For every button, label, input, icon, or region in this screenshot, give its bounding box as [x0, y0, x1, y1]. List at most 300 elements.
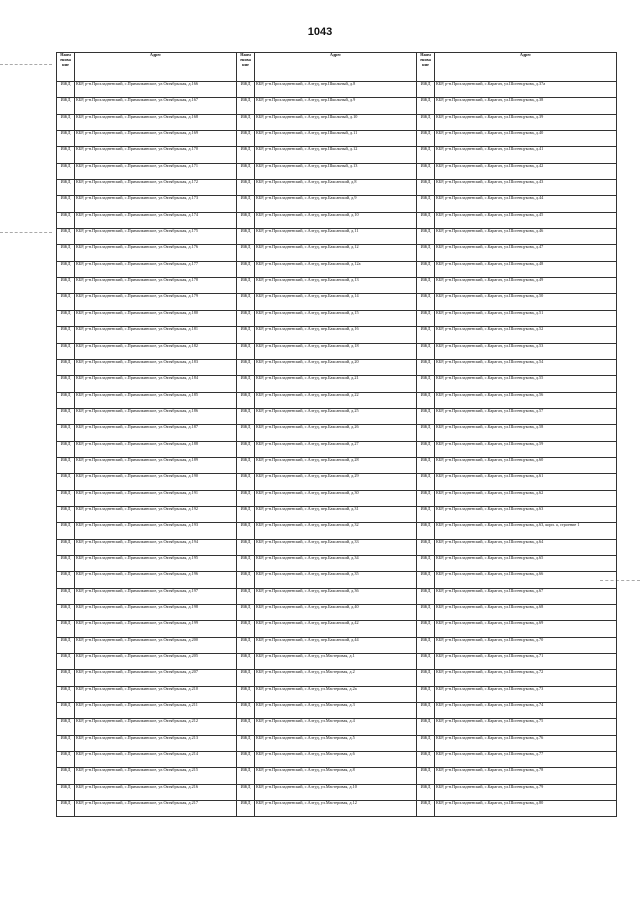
table-row [57, 376, 617, 392]
address-cell: КБР, р-н.Прохладненский, с.Карагач, ул.Шогенцукова, д.59 [435, 441, 617, 457]
address-cell: КБР, р-н.Прохладненский, с.Прималкинское, ул.Октябрьская, д.184 [75, 376, 237, 392]
table-row [57, 114, 617, 130]
type-cell: ИЖД [57, 114, 75, 130]
address-cell: КБР, р-н.Прохладненский, с.Карагач, ул.Шогенцукова, д.45 [435, 212, 617, 228]
type-cell: ИЖД [417, 686, 435, 702]
type-cell: ИЖД [417, 327, 435, 343]
address-table [56, 52, 617, 817]
address-cell: КБР, р-н.Прохладненский, с.Прималкинское, ул.Октябрьская, д.182 [75, 343, 237, 359]
type-cell: ИЖД [57, 506, 75, 522]
type-cell: ИЖД [237, 588, 255, 604]
address-cell: КБР, р-н.Прохладненский, с.Алтуд, пер.Баксанский, д.11 [255, 229, 417, 245]
table-row [57, 310, 617, 326]
table-row [57, 621, 617, 637]
address-cell: КБР, р-н.Прохладненский, с.Карагач, ул.Шогенцукова, д.52 [435, 327, 617, 343]
address-cell: КБР, р-н.Прохладненский, с.Прималкинское, ул.Октябрьская, д.198 [75, 605, 237, 621]
address-cell: КБР, р-н.Прохладненский, с.Алтуд, пер.Баксанский, д.32 [255, 523, 417, 539]
type-cell: ИЖД [237, 555, 255, 571]
type-cell: ИЖД [237, 310, 255, 326]
type-cell: ИЖД [237, 768, 255, 784]
type-cell: ИЖД [57, 768, 75, 784]
address-cell: КБР, р-н.Прохладненский, с.Карагач, ул.Шогенцукова, д.37а [435, 82, 617, 98]
address-cell: КБР, р-н.Прохладненский, с.Карагач, ул.Шогенцукова, д.44 [435, 196, 617, 212]
address-cell: КБР, р-н.Прохладненский, с.Прималкинское, ул.Октябрьская, д.215 [75, 768, 237, 784]
type-cell: ИЖД [57, 425, 75, 441]
table-row [57, 359, 617, 375]
type-cell: ИЖД [417, 588, 435, 604]
address-cell: КБР, р-н.Прохладненский, с.Прималкинское, ул.Октябрьская, д.176 [75, 245, 237, 261]
type-cell: ИЖД [57, 605, 75, 621]
address-cell: КБР, р-н.Прохладненский, с.Карагач, ул.Шогенцукова, д.79 [435, 784, 617, 800]
type-cell: ИЖД [237, 359, 255, 375]
address-cell: КБР, р-н.Прохладненский, с.Алтуд, пер.Баксанский, д.12 [255, 245, 417, 261]
table-row [57, 229, 617, 245]
type-cell: ИЖД [237, 196, 255, 212]
type-cell: ИЖД [57, 621, 75, 637]
type-cell: ИЖД [417, 261, 435, 277]
type-cell: ИЖД [237, 474, 255, 490]
type-cell: ИЖД [417, 801, 435, 817]
address-cell: КБР, р-н.Прохладненский, с.Прималкинское, ул.Октябрьская, д.170 [75, 147, 237, 163]
type-cell: ИЖД [237, 278, 255, 294]
type-cell: ИЖД [417, 768, 435, 784]
address-cell: КБР, р-н.Прохладненский, с.Прималкинское, ул.Октябрьская, д.189 [75, 457, 237, 473]
address-cell: КБР, р-н.Прохладненский, с.Прималкинское, ул.Октябрьская, д.190 [75, 474, 237, 490]
address-cell: КБР, р-н.Прохладненский, с.Карагач, ул.Шогенцукова, д.67 [435, 588, 617, 604]
table-row [57, 490, 617, 506]
table-row [57, 425, 617, 441]
type-cell: ИЖД [57, 572, 75, 588]
address-cell: КБР, р-н.Прохладненский, с.Прималкинское, ул.Октябрьская, д.171 [75, 163, 237, 179]
table-row [57, 801, 617, 817]
type-cell: ИЖД [237, 506, 255, 522]
type-cell: ИЖД [417, 605, 435, 621]
scan-artifact-line [0, 232, 52, 233]
address-cell: КБР, р-н.Прохладненский, с.Прималкинское, ул.Октябрьская, д.168 [75, 114, 237, 130]
address-cell: КБР, р-н.Прохладненский, с.Прималкинское, ул.Октябрьская, д.191 [75, 490, 237, 506]
type-cell: ИЖД [57, 392, 75, 408]
address-cell: КБР, р-н.Прохладненский, с.Карагач, ул.Шогенцукова, д.46 [435, 229, 617, 245]
address-cell: КБР, р-н.Прохладненский, с.Карагач, ул.Шогенцукова, д.69 [435, 621, 617, 637]
address-cell: КБР, р-н.Прохладненский, с.Карагач, ул.Шогенцукова, д.63 [435, 506, 617, 522]
address-cell: КБР, р-н.Прохладненский, с.Алтуд, ул.Мастеровая, д.5 [255, 735, 417, 751]
type-cell: ИЖД [57, 98, 75, 114]
type-cell: ИЖД [417, 474, 435, 490]
type-cell: ИЖД [57, 261, 75, 277]
type-cell: ИЖД [237, 114, 255, 130]
address-cell: КБР, р-н.Прохладненский, с.Алтуд, пер.Баксанский, д.26 [255, 425, 417, 441]
page-number: 1043 [307, 26, 333, 38]
table-header-row [57, 53, 617, 82]
address-cell: КБР, р-н.Прохладненский, с.Прималкинское, ул.Октябрьская, д.177 [75, 261, 237, 277]
type-cell: ИЖД [57, 212, 75, 228]
address-cell: КБР, р-н.Прохладненский, с.Алтуд, пер.Баксанский, д.28 [255, 457, 417, 473]
type-cell: ИЖД [417, 490, 435, 506]
type-cell: ИЖД [417, 425, 435, 441]
type-cell: ИЖД [417, 408, 435, 424]
type-header: Наим енова ние [57, 53, 75, 82]
type-cell: ИЖД [417, 735, 435, 751]
type-cell: ИЖД [237, 376, 255, 392]
type-cell: ИЖД [417, 343, 435, 359]
address-cell: КБР, р-н.Прохладненский, с.Алтуд, пер.Баксанский, д.14 [255, 294, 417, 310]
table-row [57, 523, 617, 539]
table-row [57, 392, 617, 408]
table-row [57, 278, 617, 294]
type-cell: ИЖД [417, 457, 435, 473]
table-row [57, 408, 617, 424]
address-cell: КБР, р-н.Прохладненский, с.Прималкинское, ул.Октябрьская, д.200 [75, 637, 237, 653]
type-cell: ИЖД [57, 310, 75, 326]
type-cell: ИЖД [237, 539, 255, 555]
address-header: Адрес [75, 53, 237, 82]
type-cell: ИЖД [417, 310, 435, 326]
type-cell: ИЖД [237, 392, 255, 408]
address-cell: КБР, р-н.Прохладненский, с.Карагач, ул.Шогенцукова, д.71 [435, 654, 617, 670]
table-row [57, 670, 617, 686]
address-cell: КБР, р-н.Прохладненский, с.Алтуд, пер.Баксанский, д.44 [255, 637, 417, 653]
type-cell: ИЖД [417, 82, 435, 98]
type-cell: ИЖД [57, 735, 75, 751]
address-cell: КБР, р-н.Прохладненский, с.Карагач, ул.Шогенцукова, д.47 [435, 245, 617, 261]
address-cell: КБР, р-н.Прохладненский, с.Алтуд, пер.Баксанский, д.40 [255, 605, 417, 621]
address-cell: КБР, р-н.Прохладненский, с.Карагач, ул.Шогенцукова, д.56 [435, 392, 617, 408]
address-cell: КБР, р-н.Прохладненский, с.Прималкинское, ул.Октябрьская, д.173 [75, 196, 237, 212]
type-cell: ИЖД [57, 490, 75, 506]
type-cell: ИЖД [237, 229, 255, 245]
type-cell: ИЖД [57, 359, 75, 375]
type-cell: ИЖД [57, 637, 75, 653]
address-cell: КБР, р-н.Прохладненский, с.Карагач, ул.Шогенцукова, д.80 [435, 801, 617, 817]
table-row [57, 654, 617, 670]
address-cell: КБР, р-н.Прохладненский, с.Карагач, ул.Шогенцукова, д.64 [435, 539, 617, 555]
address-cell: КБР, р-н.Прохладненский, с.Карагач, ул.Шогенцукова, д.65 [435, 555, 617, 571]
address-cell: КБР, р-н.Прохладненский, с.Алтуд, пер.Баксанский, д.27 [255, 441, 417, 457]
address-cell: КБР, р-н.Прохладненский, с.Карагач, ул.Шогенцукова, д.58 [435, 425, 617, 441]
type-cell: ИЖД [417, 196, 435, 212]
address-cell: КБР, р-н.Прохладненский, с.Прималкинское, ул.Октябрьская, д.179 [75, 294, 237, 310]
type-cell: ИЖД [237, 441, 255, 457]
address-cell: КБР, р-н.Прохладненский, с.Прималкинское, ул.Октябрьская, д.207 [75, 670, 237, 686]
type-cell: ИЖД [57, 441, 75, 457]
address-cell: КБР, р-н.Прохладненский, с.Алтуд, ул.Мастеровая, д.4 [255, 719, 417, 735]
address-cell: КБР, р-н.Прохладненский, с.Прималкинское, ул.Октябрьская, д.174 [75, 212, 237, 228]
type-cell: ИЖД [417, 245, 435, 261]
type-cell: ИЖД [417, 752, 435, 768]
address-cell: КБР, р-н.Прохладненский, с.Алтуд, пер.Баксанский, д.36 [255, 588, 417, 604]
address-cell: КБР, р-н.Прохладненский, с.Прималкинское, ул.Октябрьская, д.175 [75, 229, 237, 245]
type-cell: ИЖД [57, 278, 75, 294]
table-row [57, 719, 617, 735]
table-row [57, 605, 617, 621]
type-cell: ИЖД [417, 539, 435, 555]
table-row [57, 752, 617, 768]
type-cell: ИЖД [57, 654, 75, 670]
address-cell: КБР, р-н.Прохладненский, с.Прималкинское, ул.Октябрьская, д.166 [75, 82, 237, 98]
type-cell: ИЖД [57, 474, 75, 490]
address-cell: КБР, р-н.Прохладненский, с.Карагач, ул.Шогенцукова, д.43 [435, 180, 617, 196]
type-cell: ИЖД [237, 523, 255, 539]
type-cell: ИЖД [417, 278, 435, 294]
type-cell: ИЖД [57, 457, 75, 473]
type-cell: ИЖД [237, 784, 255, 800]
type-cell: ИЖД [57, 229, 75, 245]
address-cell: КБР, р-н.Прохладненский, с.Карагач, ул.Шогенцукова, д.42 [435, 163, 617, 179]
type-cell: ИЖД [417, 212, 435, 228]
address-cell: КБР, р-н.Прохладненский, с.Алтуд, пер.Баксанский, д.42 [255, 621, 417, 637]
address-cell: КБР, р-н.Прохладненский, с.Прималкинское, ул.Октябрьская, д.186 [75, 408, 237, 424]
address-cell: КБР, р-н.Прохладненский, с.Прималкинское, ул.Октябрьская, д.212 [75, 719, 237, 735]
table-row [57, 539, 617, 555]
address-header: Адрес [435, 53, 617, 82]
table-row [57, 735, 617, 751]
type-cell: ИЖД [417, 359, 435, 375]
address-cell: КБР, р-н.Прохладненский, с.Алтуд, пер.Баксанский, д.35 [255, 572, 417, 588]
address-cell: КБР, р-н.Прохладненский, с.Карагач, ул.Шогенцукова, д.74 [435, 703, 617, 719]
address-cell: КБР, р-н.Прохладненский, с.Прималкинское, ул.Октябрьская, д.194 [75, 539, 237, 555]
type-cell: ИЖД [237, 752, 255, 768]
table-row [57, 703, 617, 719]
type-cell: ИЖД [417, 703, 435, 719]
type-cell: ИЖД [237, 327, 255, 343]
address-cell: КБР, р-н.Прохладненский, с.Прималкинское, ул.Октябрьская, д.211 [75, 703, 237, 719]
address-cell: КБР, р-н.Прохладненский, с.Алтуд, пер.Школьный, д.13 [255, 163, 417, 179]
table-row [57, 212, 617, 228]
type-cell: ИЖД [237, 801, 255, 817]
address-cell: КБР, р-н.Прохладненский, с.Карагач, ул.Шогенцукова, д.60 [435, 457, 617, 473]
address-cell: КБР, р-н.Прохладненский, с.Алтуд, ул.Мастеровая, д.1 [255, 654, 417, 670]
address-cell: КБР, р-н.Прохладненский, с.Алтуд, пер.Баксанский, д.25 [255, 408, 417, 424]
table-row [57, 343, 617, 359]
address-cell: КБР, р-н.Прохладненский, с.Карагач, ул.Шогенцукова, д.51 [435, 310, 617, 326]
type-cell: ИЖД [237, 457, 255, 473]
type-cell: ИЖД [57, 752, 75, 768]
type-cell: ИЖД [417, 376, 435, 392]
table-row [57, 686, 617, 702]
address-cell: КБР, р-н.Прохладненский, с.Прималкинское, ул.Октябрьская, д.180 [75, 310, 237, 326]
table-row [57, 441, 617, 457]
table-row [57, 637, 617, 653]
address-cell: КБР, р-н.Прохладненский, с.Прималкинское, ул.Октябрьская, д.178 [75, 278, 237, 294]
type-cell: ИЖД [417, 654, 435, 670]
type-cell: ИЖД [57, 408, 75, 424]
table-row [57, 768, 617, 784]
table-row [57, 294, 617, 310]
type-cell: ИЖД [417, 294, 435, 310]
type-cell: ИЖД [237, 425, 255, 441]
address-cell: КБР, р-н.Прохладненский, с.Прималкинское, ул.Октябрьская, д.217 [75, 801, 237, 817]
type-cell: ИЖД [237, 180, 255, 196]
address-cell: КБР, р-н.Прохладненский, с.Алтуд, пер.Баксанский, д.33 [255, 539, 417, 555]
type-cell: ИЖД [417, 131, 435, 147]
type-cell: ИЖД [417, 180, 435, 196]
type-cell: ИЖД [417, 572, 435, 588]
type-header: Наим енова ние [417, 53, 435, 82]
type-cell: ИЖД [237, 572, 255, 588]
address-cell: КБР, р-н.Прохладненский, с.Карагач, ул.Шогенцукова, д.72 [435, 670, 617, 686]
address-cell: КБР, р-н.Прохладненский, с.Прималкинское, ул.Октябрьская, д.185 [75, 392, 237, 408]
address-cell: КБР, р-н.Прохладненский, с.Карагач, ул.Шогенцукова, д.53 [435, 343, 617, 359]
type-cell: ИЖД [417, 719, 435, 735]
address-cell: КБР, р-н.Прохладненский, с.Карагач, ул.Шогенцукова, д.75 [435, 719, 617, 735]
type-cell: ИЖД [57, 245, 75, 261]
type-cell: ИЖД [57, 180, 75, 196]
address-cell: КБР, р-н.Прохладненский, с.Карагач, ул.Шогенцукова, д.68 [435, 605, 617, 621]
table-row [57, 98, 617, 114]
address-cell: КБР, р-н.Прохладненский, с.Алтуд, ул.Мастеровая, д.10 [255, 784, 417, 800]
type-cell: ИЖД [57, 719, 75, 735]
table-row [57, 588, 617, 604]
type-cell: ИЖД [237, 294, 255, 310]
address-cell: КБР, р-н.Прохладненский, с.Прималкинское, ул.Октябрьская, д.181 [75, 327, 237, 343]
table-row [57, 196, 617, 212]
type-cell: ИЖД [417, 621, 435, 637]
address-cell: КБР, р-н.Прохладненский, с.Прималкинское, ул.Октябрьская, д.187 [75, 425, 237, 441]
address-cell: КБР, р-н.Прохладненский, с.Карагач, ул.Шогенцукова, д.49 [435, 278, 617, 294]
type-cell: ИЖД [57, 801, 75, 817]
table-row [57, 572, 617, 588]
address-cell: КБР, р-н.Прохладненский, с.Карагач, ул.Шогенцукова, д.77 [435, 752, 617, 768]
type-cell: ИЖД [237, 703, 255, 719]
address-cell: КБР, р-н.Прохладненский, с.Алтуд, пер.Баксанский, д.18 [255, 343, 417, 359]
type-cell: ИЖД [237, 654, 255, 670]
type-cell: ИЖД [237, 98, 255, 114]
table-row [57, 180, 617, 196]
type-cell: ИЖД [57, 703, 75, 719]
type-cell: ИЖД [57, 163, 75, 179]
address-cell: КБР, р-н.Прохладненский, с.Прималкинское, ул.Октябрьская, д.197 [75, 588, 237, 604]
address-cell: КБР, р-н.Прохладненский, с.Алтуд, пер.Баксанский, д.30 [255, 490, 417, 506]
type-cell: ИЖД [237, 131, 255, 147]
table-row [57, 506, 617, 522]
address-cell: КБР, р-н.Прохладненский, с.Карагач, ул.Шогенцукова, д.57 [435, 408, 617, 424]
type-cell: ИЖД [237, 605, 255, 621]
type-cell: ИЖД [237, 147, 255, 163]
address-header: Адрес [255, 53, 417, 82]
type-cell: ИЖД [237, 621, 255, 637]
type-cell: ИЖД [57, 376, 75, 392]
address-cell: КБР, р-н.Прохладненский, с.Прималкинское, ул.Октябрьская, д.192 [75, 506, 237, 522]
table-row [57, 784, 617, 800]
type-cell: ИЖД [237, 637, 255, 653]
type-cell: ИЖД [57, 539, 75, 555]
address-cell: КБР, р-н.Прохладненский, с.Алтуд, пер.Баксанский, д.12а [255, 261, 417, 277]
address-cell: КБР, р-н.Прохладненский, с.Алтуд, пер.Школьный, д.9 [255, 98, 417, 114]
address-cell: КБР, р-н.Прохладненский, с.Карагач, ул.Шогенцукова, д.39 [435, 114, 617, 130]
address-cell: КБР, р-н.Прохладненский, с.Прималкинское, ул.Октябрьская, д.188 [75, 441, 237, 457]
address-cell: КБР, р-н.Прохладненский, с.Карагач, ул.Шогенцукова, д.62 [435, 490, 617, 506]
address-cell: КБР, р-н.Прохладненский, с.Алтуд, пер.Баксанский, д.31 [255, 506, 417, 522]
type-cell: ИЖД [57, 670, 75, 686]
type-cell: ИЖД [57, 686, 75, 702]
type-cell: ИЖД [417, 555, 435, 571]
type-cell: ИЖД [417, 523, 435, 539]
address-cell: КБР, р-н.Прохладненский, с.Алтуд, пер.Школьный, д.10 [255, 114, 417, 130]
address-cell: КБР, р-н.Прохладненский, с.Карагач, ул.Шогенцукова, д.63, корп. а, строение 1 [435, 523, 617, 539]
type-cell: ИЖД [237, 212, 255, 228]
address-cell: КБР, р-н.Прохладненский, с.Карагач, ул.Шогенцукова, д.73 [435, 686, 617, 702]
address-cell: КБР, р-н.Прохладненский, с.Карагач, ул.Шогенцукова, д.50 [435, 294, 617, 310]
address-cell: КБР, р-н.Прохладненский, с.Алтуд, ул.Мастеровая, д.8 [255, 768, 417, 784]
table-row [57, 261, 617, 277]
address-cell: КБР, р-н.Прохладненский, с.Алтуд, пер.Школьный, д.12 [255, 147, 417, 163]
type-cell: ИЖД [237, 670, 255, 686]
type-cell: ИЖД [237, 261, 255, 277]
table-row [57, 163, 617, 179]
address-cell: КБР, р-н.Прохладненский, с.Карагач, ул.Шогенцукова, д.54 [435, 359, 617, 375]
address-cell: КБР, р-н.Прохладненский, с.Алтуд, пер.Баксанский, д.16 [255, 327, 417, 343]
type-cell: ИЖД [57, 523, 75, 539]
type-cell: ИЖД [57, 294, 75, 310]
table-row [57, 457, 617, 473]
address-cell: КБР, р-н.Прохладненский, с.Карагач, ул.Шогенцукова, д.38 [435, 98, 617, 114]
type-cell: ИЖД [417, 506, 435, 522]
address-cell: КБР, р-н.Прохладненский, с.Прималкинское, ул.Октябрьская, д.193 [75, 523, 237, 539]
address-cell: КБР, р-н.Прохладненский, с.Алтуд, пер.Баксанский, д.9 [255, 196, 417, 212]
address-cell: КБР, р-н.Прохладненский, с.Алтуд, пер.Баксанский, д.13 [255, 278, 417, 294]
table-row [57, 555, 617, 571]
address-cell: КБР, р-н.Прохладненский, с.Карагач, ул.Шогенцукова, д.41 [435, 147, 617, 163]
address-cell: КБР, р-н.Прохладненский, с.Алтуд, ул.Мастеровая, д.3 [255, 703, 417, 719]
table-row [57, 245, 617, 261]
address-cell: КБР, р-н.Прохладненский, с.Алтуд, пер.Баксанский, д.29 [255, 474, 417, 490]
address-cell: КБР, р-н.Прохладненский, с.Карагач, ул.Шогенцукова, д.55 [435, 376, 617, 392]
address-cell: КБР, р-н.Прохладненский, с.Прималкинское, ул.Октябрьская, д.213 [75, 735, 237, 751]
type-cell: ИЖД [237, 719, 255, 735]
type-cell: ИЖД [57, 784, 75, 800]
type-cell: ИЖД [417, 147, 435, 163]
address-cell: КБР, р-н.Прохладненский, с.Алтуд, пер.Баксанский, д.20 [255, 359, 417, 375]
type-cell: ИЖД [237, 245, 255, 261]
address-cell: КБР, р-н.Прохладненский, с.Алтуд, пер.Школьный, д.11 [255, 131, 417, 147]
address-cell: КБР, р-н.Прохладненский, с.Алтуд, пер.Баксанский, д.10 [255, 212, 417, 228]
address-cell: КБР, р-н.Прохладненский, с.Прималкинское, ул.Октябрьская, д.169 [75, 131, 237, 147]
type-cell: ИЖД [57, 196, 75, 212]
type-cell: ИЖД [417, 441, 435, 457]
type-cell: ИЖД [237, 163, 255, 179]
type-cell: ИЖД [57, 343, 75, 359]
address-cell: КБР, р-н.Прохладненский, с.Карагач, ул.Шогенцукова, д.78 [435, 768, 617, 784]
type-cell: ИЖД [237, 343, 255, 359]
address-cell: КБР, р-н.Прохладненский, с.Карагач, ул.Шогенцукова, д.76 [435, 735, 617, 751]
table-row [57, 131, 617, 147]
type-cell: ИЖД [417, 229, 435, 245]
type-cell: ИЖД [417, 670, 435, 686]
type-cell: ИЖД [57, 147, 75, 163]
address-cell: КБР, р-н.Прохладненский, с.Алтуд, пер.Баксанский, д.15 [255, 310, 417, 326]
address-cell: КБР, р-н.Прохладненский, с.Карагач, ул.Шогенцукова, д.70 [435, 637, 617, 653]
address-cell: КБР, р-н.Прохладненский, с.Прималкинское, ул.Октябрьская, д.199 [75, 621, 237, 637]
table-row [57, 82, 617, 98]
type-cell: ИЖД [417, 163, 435, 179]
type-cell: ИЖД [57, 131, 75, 147]
address-cell: КБР, р-н.Прохладненский, с.Карагач, ул.Шогенцукова, д.48 [435, 261, 617, 277]
type-cell: ИЖД [417, 637, 435, 653]
address-cell: КБР, р-н.Прохладненский, с.Прималкинское, ул.Октябрьская, д.167 [75, 98, 237, 114]
address-cell: КБР, р-н.Прохладненский, с.Прималкинское, ул.Октябрьская, д.172 [75, 180, 237, 196]
address-cell: КБР, р-н.Прохладненский, с.Алтуд, ул.Мастеровая, д.2а [255, 686, 417, 702]
address-cell: КБР, р-н.Прохладненский, с.Алтуд, пер.Баксанский, д.22 [255, 392, 417, 408]
type-cell: ИЖД [57, 588, 75, 604]
type-header: Наим енова ние [237, 53, 255, 82]
address-cell: КБР, р-н.Прохладненский, с.Алтуд, пер.Баксанский, д.21 [255, 376, 417, 392]
address-cell: КБР, р-н.Прохладненский, с.Алтуд, пер.Баксанский, д.8 [255, 180, 417, 196]
address-cell: КБР, р-н.Прохладненский, с.Алтуд, ул.Мастеровая, д.6 [255, 752, 417, 768]
address-cell: КБР, р-н.Прохладненский, с.Прималкинское, ул.Октябрьская, д.214 [75, 752, 237, 768]
type-cell: ИЖД [237, 82, 255, 98]
type-cell: ИЖД [237, 735, 255, 751]
type-cell: ИЖД [417, 98, 435, 114]
